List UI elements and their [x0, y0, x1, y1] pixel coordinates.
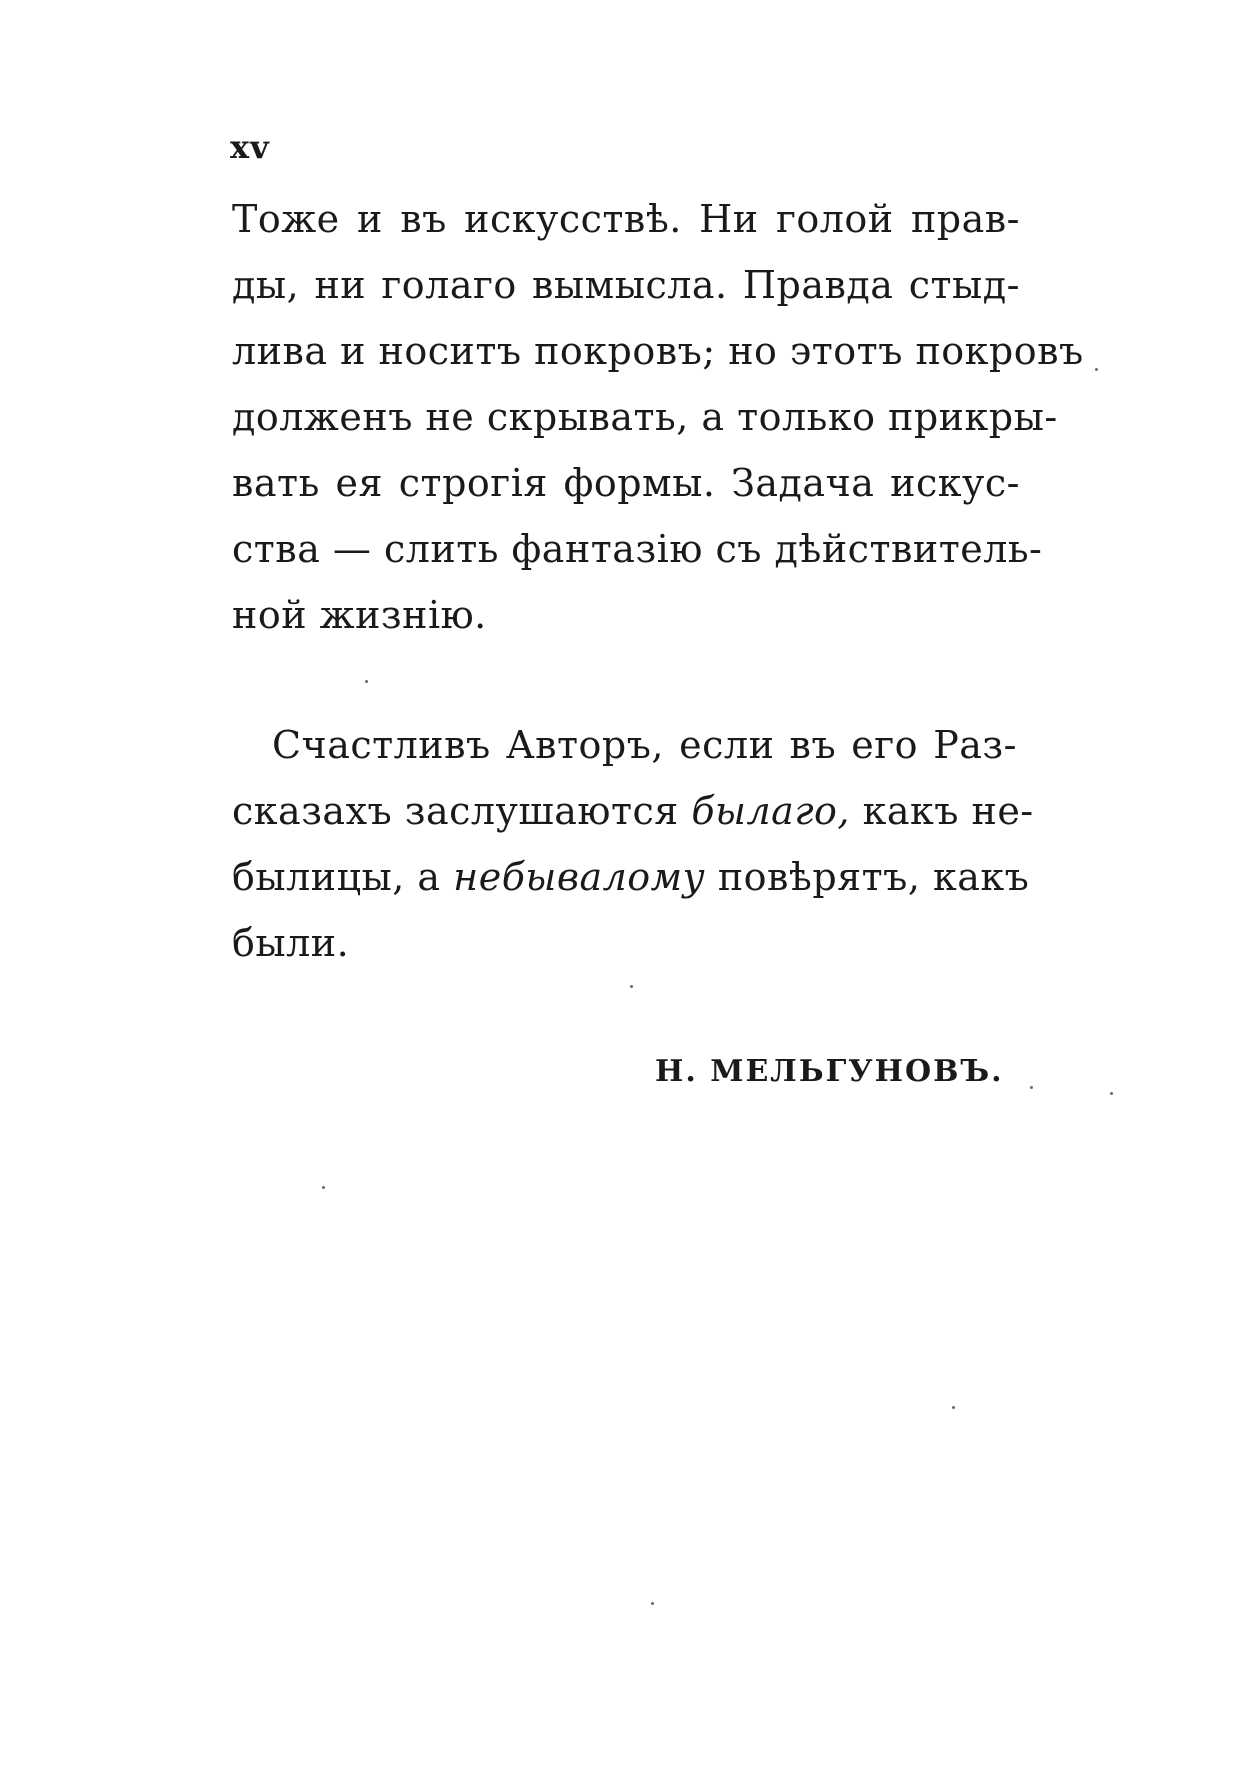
text-run: былицы, а	[232, 855, 454, 899]
text-run: какъ не-	[850, 789, 1034, 833]
paragraph-line: Тоже и въ искусствѣ. Ни голой прав-	[232, 197, 1020, 241]
scan-speck	[322, 1186, 325, 1189]
scan-speck	[630, 985, 633, 988]
scan-speck	[1110, 1092, 1113, 1095]
scan-speck	[1095, 368, 1098, 371]
paragraph-line: долженъ не скрывать, а только прикры-	[232, 395, 1058, 439]
paragraph-line: ства — слить фантазію съ дѣйствитель-	[232, 527, 1043, 571]
paragraph-line	[232, 855, 1030, 899]
text-run: сказахъ заслушаются	[232, 789, 692, 833]
scan-speck	[1030, 1086, 1033, 1089]
italic-word: былаго,	[691, 789, 850, 833]
text-run: повѣрятъ, какъ	[705, 855, 1030, 899]
paragraph-line: были.	[232, 921, 350, 965]
paragraph-line: ной жизнію.	[232, 593, 487, 637]
paragraph-line	[232, 789, 1034, 833]
paragraph-line: Счастливъ Авторъ, если въ его Раз-	[272, 723, 1017, 767]
paragraph-line: лива и носитъ покровъ; но этотъ покровъ	[232, 329, 1084, 373]
scan-speck	[952, 1406, 955, 1409]
paragraph-line: вать ея строгія формы. Задача искус-	[232, 461, 1020, 505]
paragraph-line: ды, ни голаго вымысла. Правда стыд-	[232, 263, 1020, 307]
scan-speck	[365, 680, 368, 683]
page-number: xv	[230, 128, 270, 166]
scan-speck	[651, 1602, 654, 1605]
author-signature: Н. МЕЛЬГУНОВЪ.	[655, 1054, 1004, 1089]
italic-word: небывалому	[453, 855, 706, 899]
